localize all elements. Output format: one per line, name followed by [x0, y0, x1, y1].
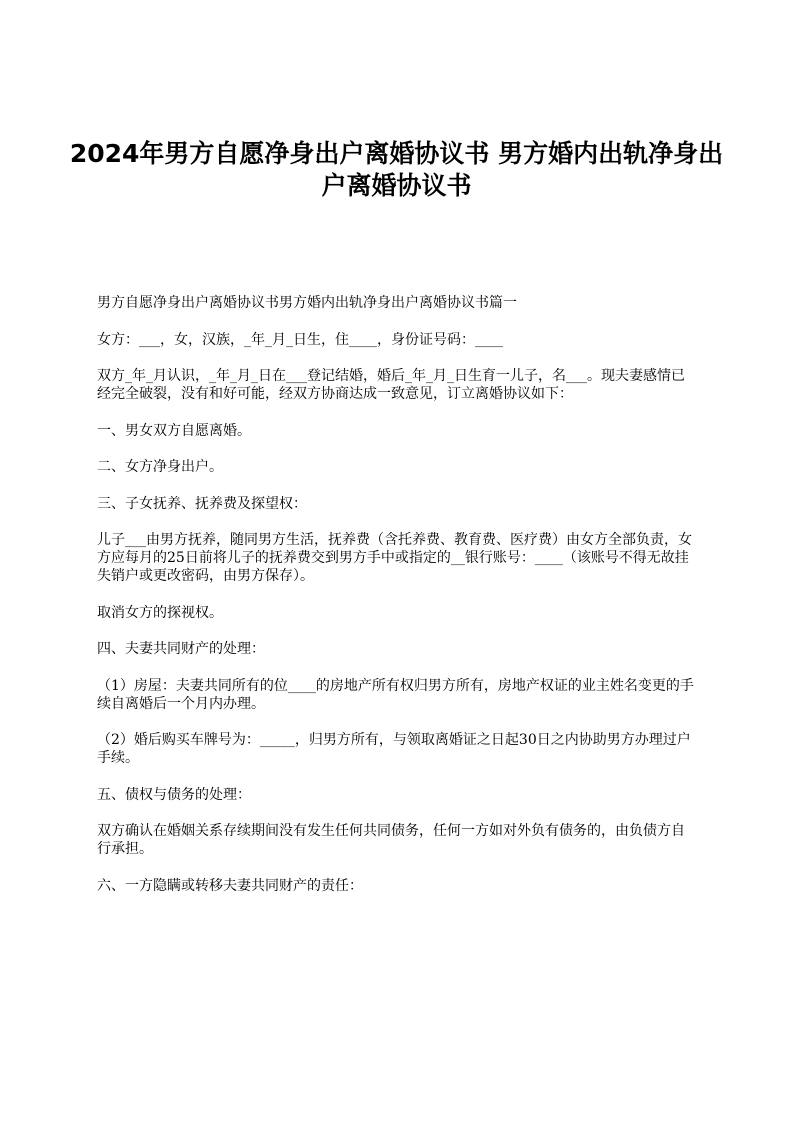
paragraph-child-support: 儿子___由男方抚养，随同男方生活，抚养费（含托养费、教育费、医疗费）由女方全部负责，女方应每月的25日前将儿子的抚养费交到男方手中或指定的__银行账号：____（该账号不得无故挂失销户或更改密码，由男方保存）。: [97, 532, 692, 584]
paragraph-property-car: （2）婚后购买车牌号为：_____，归男方所有，与领取离婚证之日起30日之内协助男方办理过户手续。: [97, 732, 691, 766]
paragraph-marriage-background: 双方_年_月认识，_年_月_日在___登记结婚，婚后_年_月_日生育一儿子，名___。现夫妻感情已经完全破裂，没有和好可能，经双方协商达成一致意见，订立离婚协议如下：: [97, 368, 685, 402]
paragraph-clause-5-heading: 五、债权与债务的处理：: [97, 786, 251, 803]
document-body: [97, 294, 697, 913]
paragraph-clause-1: 一、男女双方自愿离婚。: [97, 422, 251, 439]
paragraph-debts: 双方确认在婚姻关系存续期间没有发生任何共同债务，任何一方如对外负有债务的，由负债方自行承担。: [97, 823, 685, 857]
paragraph-clause-4-heading: 四、夫妻共同财产的处理：: [97, 641, 265, 657]
paragraph-clause-2: 二、女方净身出户。: [97, 459, 223, 475]
paragraph-clause-6-heading: 六、一方隐瞒或转移夫妻共同财产的责任：: [97, 877, 363, 894]
paragraph-property-house: （1）房屋：夫妻共同所有的位____的房地产所有权归男方所有，房地产权证的业主姓名变更的手续自离婚后一个月内办理。: [97, 677, 694, 712]
document-title: 2024年男方自愿净身出户离婚协议书 男方婚内出轨净身出户离婚协议书: [69, 139, 724, 200]
paragraph-visitation: 取消女方的探视权。: [97, 604, 223, 621]
paragraph-intro-heading: 男方自愿净身出户离婚协议书男方婚内出轨净身出户离婚协议书篇一: [97, 295, 517, 311]
paragraph-woman-info: 女方：___，女，汉族，_年_月_日生，住____，身份证号码：____: [97, 331, 503, 348]
paragraph-clause-3-heading: 三、子女抚养、抚养费及探望权：: [97, 495, 307, 512]
